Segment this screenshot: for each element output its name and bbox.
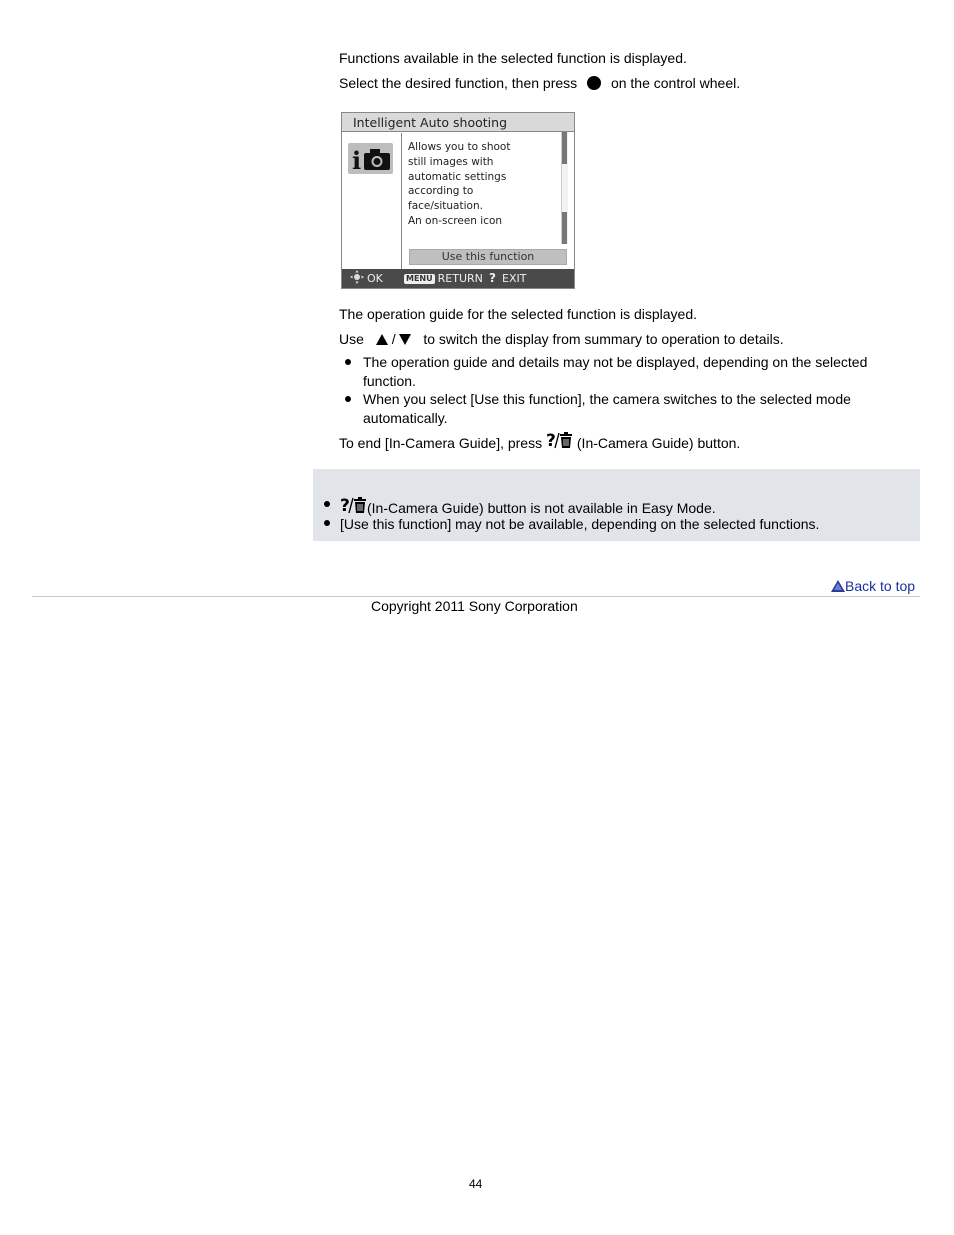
page-number: 44	[469, 1177, 483, 1191]
guide-use-word: Use	[339, 331, 364, 347]
camera-screen-illustration	[341, 112, 575, 289]
help-trash-icon	[546, 431, 573, 452]
screen-mode-panel	[342, 133, 402, 269]
back-to-top-label[interactable]: Back to top	[845, 578, 916, 594]
control-wheel-icon	[350, 269, 364, 288]
menu-badge: MENU	[406, 274, 433, 283]
note-box	[313, 469, 920, 541]
note-text-1: (In-Camera Guide) button is not available in Easy Mode.	[367, 500, 716, 516]
help-icon: ?	[489, 271, 496, 285]
guide-use-after: to switch the display from summary to operation to details.	[423, 331, 784, 347]
list-item	[345, 353, 885, 391]
guide-slash: /	[391, 331, 396, 347]
up-arrow-icon	[376, 332, 388, 348]
bullet-icon	[345, 396, 351, 402]
guide-text-1: The operation guide for the selected function is displayed.	[339, 306, 698, 322]
note-text-2: [Use this function] may not be available, depending on the selected functions.	[340, 516, 820, 532]
guide-end-after: (In-Camera Guide) button.	[576, 435, 741, 451]
bullet-icon	[345, 359, 351, 365]
guide-end-text	[339, 431, 740, 452]
screen-bottom-bar	[342, 269, 574, 288]
list-item	[345, 390, 885, 428]
back-to-top-link[interactable]	[831, 578, 915, 595]
guide-end-before: To end [In-Camera Guide], press	[339, 435, 543, 451]
bullet-text: When you select [Use this function], the camera switches to the selected mode automatically.	[363, 391, 851, 426]
up-triangle-icon	[831, 579, 845, 595]
intro-text-2	[339, 75, 740, 91]
bullet-text: The operation guide and details may not be displayed, depending on the selected function.	[363, 354, 868, 389]
screen-return	[404, 269, 483, 288]
intro-text-1: Functions available in the selected function is displayed.	[339, 50, 687, 66]
screen-description: Allows you to shoot still images with automatic settings according to face/situation. An on-screen icon	[408, 141, 511, 227]
svg-text:i: i	[352, 146, 362, 174]
copyright-text: Copyright 2011 Sony Corporation	[371, 598, 578, 614]
screen-scrollbar	[561, 132, 568, 244]
down-arrow-icon	[399, 332, 411, 348]
intelligent-auto-icon	[348, 143, 393, 174]
screen-return-label: RETURN	[437, 272, 483, 285]
guide-text-2	[339, 331, 784, 348]
svg-text:?: ?	[546, 431, 556, 449]
screen-exit-label: EXIT	[502, 272, 527, 285]
bullet-icon	[324, 520, 330, 526]
screen-ok-label: OK	[367, 272, 383, 285]
bullet-icon	[324, 501, 330, 507]
footer-divider	[32, 596, 920, 597]
center-button-icon	[587, 76, 601, 90]
use-this-function-button: Use this function	[409, 249, 567, 265]
intro-text-2-after: on the control wheel.	[610, 75, 741, 91]
svg-text:?: ?	[340, 496, 350, 514]
intro-text-2-before: Select the desired function, then press	[339, 75, 578, 91]
screen-title: Intelligent Auto shooting	[342, 113, 574, 132]
